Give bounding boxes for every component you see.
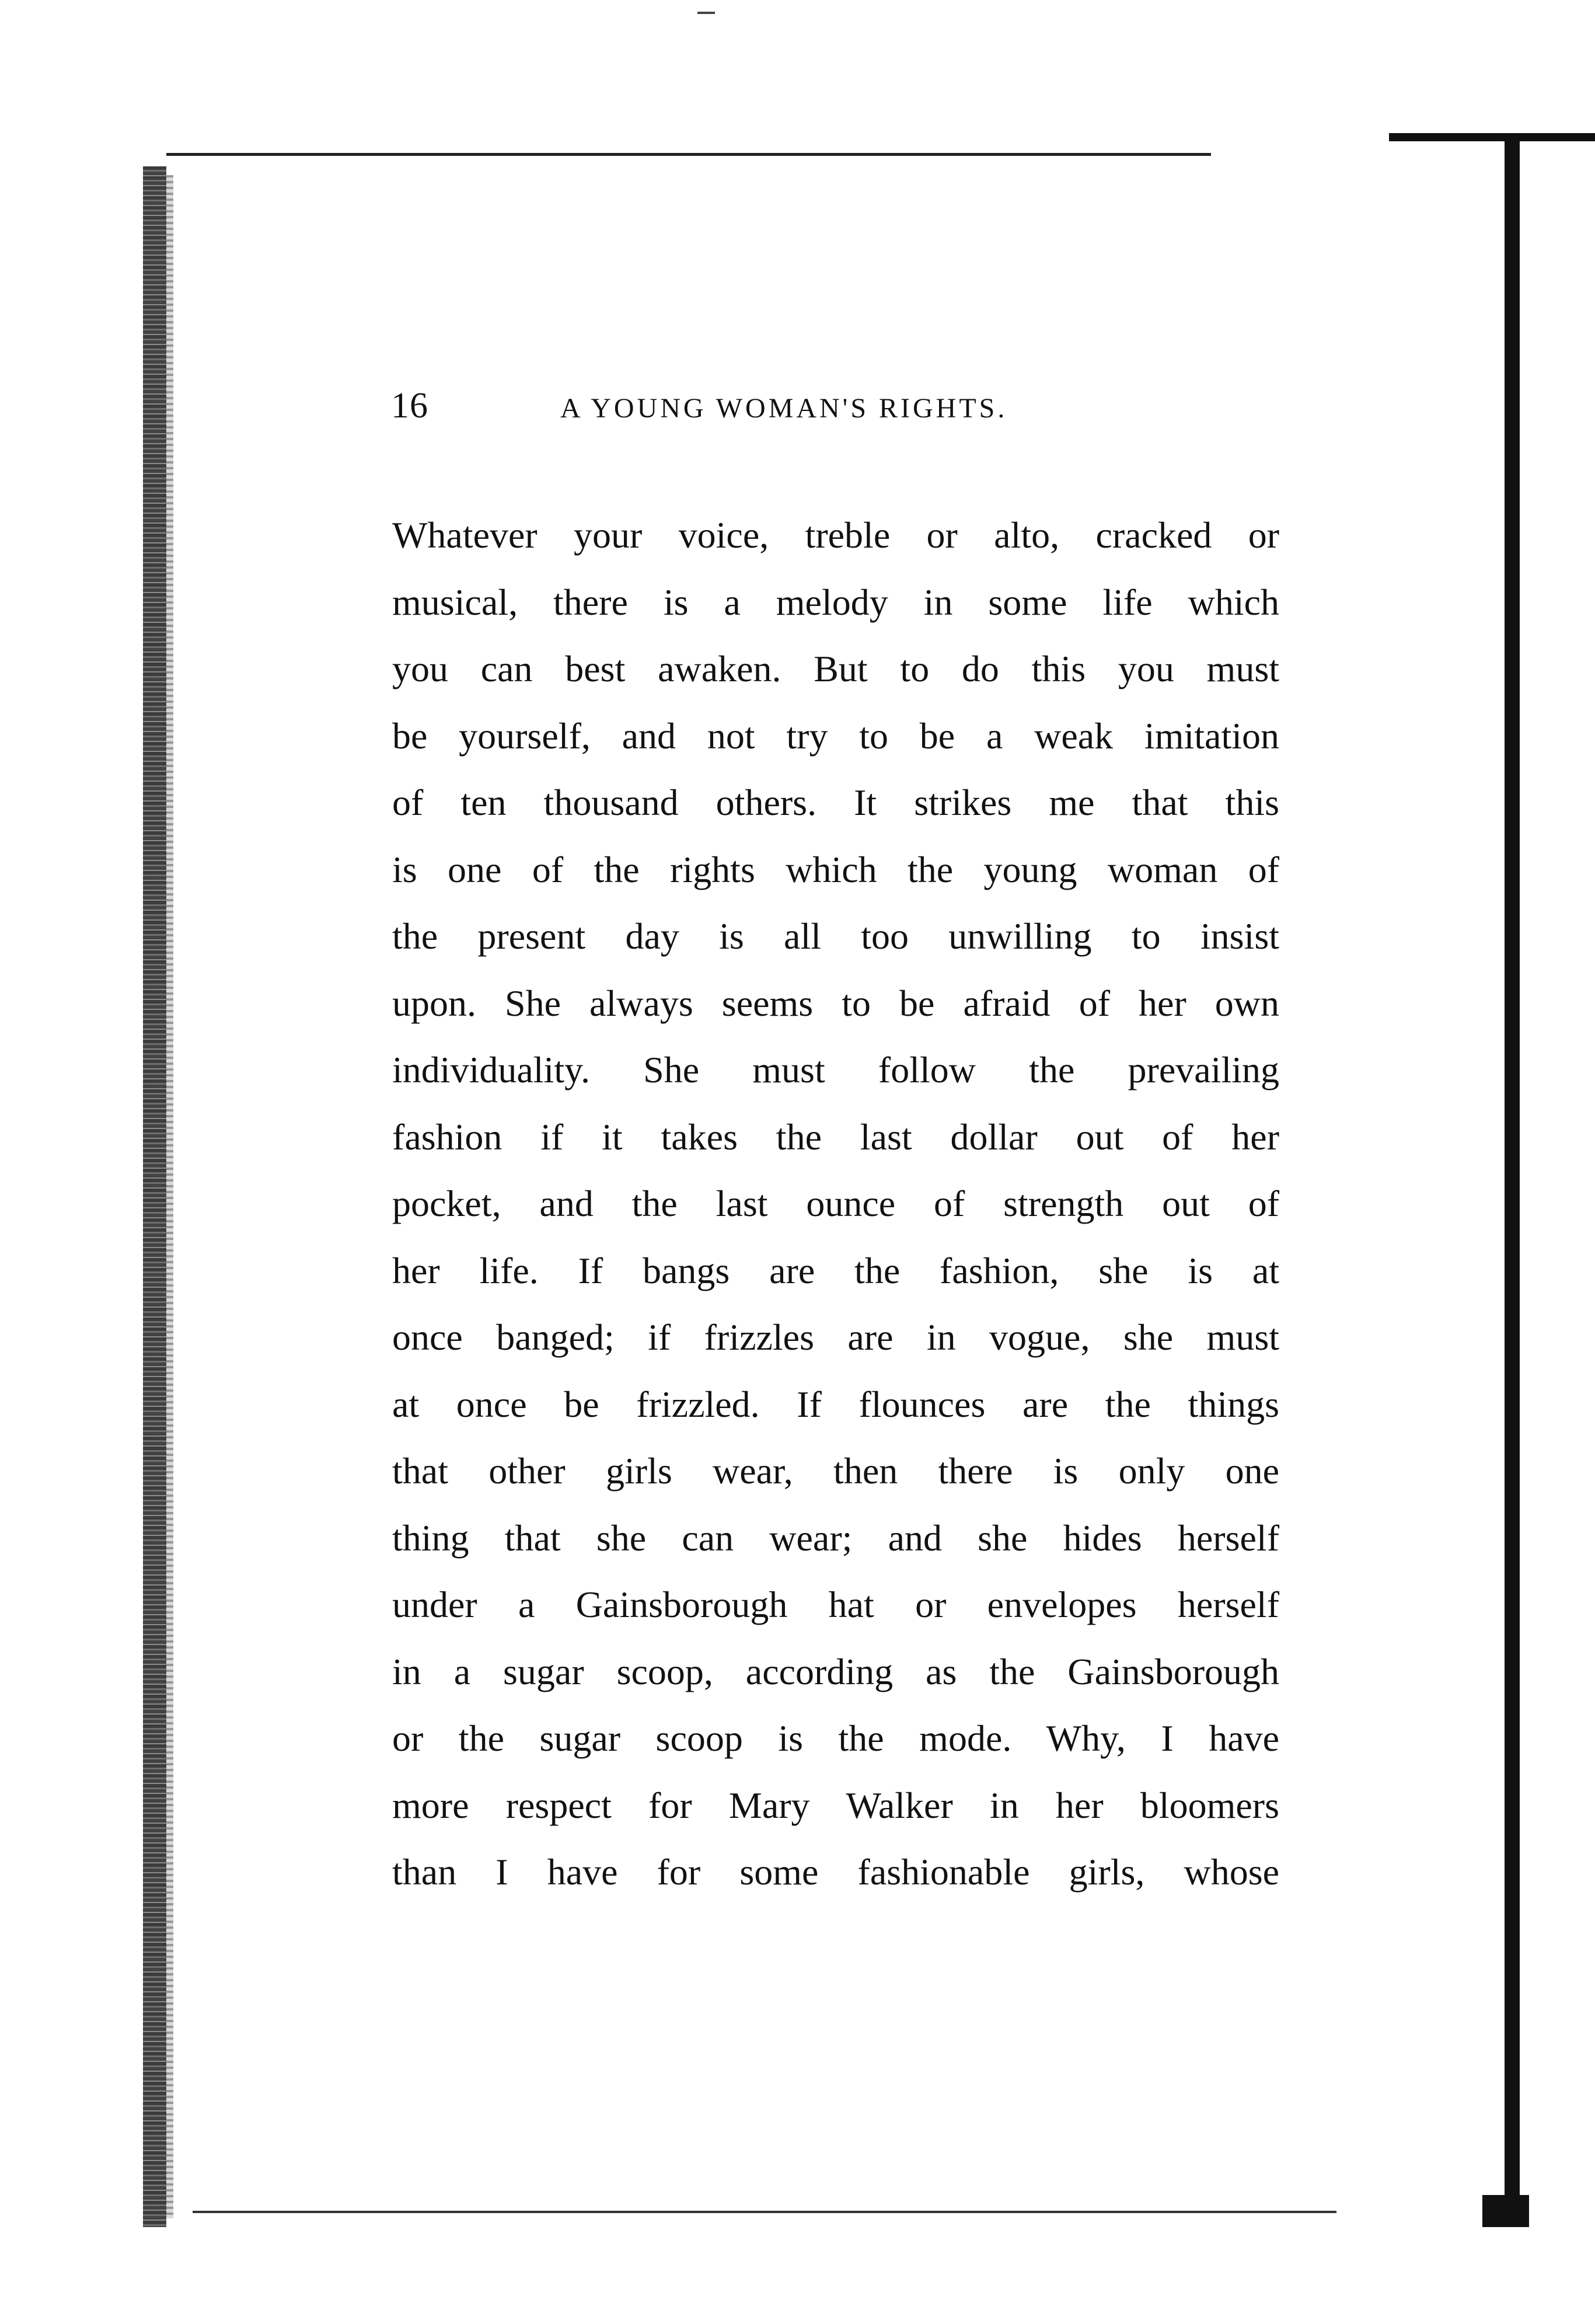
page-border-top [166, 153, 1211, 156]
text-line: in a sugar scoop, according as the Gainsborough [392, 1650, 1279, 1692]
adjacent-page-edge-foot [1482, 2195, 1529, 2227]
text-line: fashion if it takes the last dollar out of her [392, 1116, 1279, 1158]
text-line: more respect for Mary Walker in her bloomers [392, 1784, 1279, 1826]
text-line: thing that she can wear; and she hides herself [392, 1517, 1279, 1559]
text-line: under a Gainsborough hat or envelopes herself [392, 1584, 1279, 1625]
text-line: her life. If bangs are the fashion, she is at [392, 1249, 1279, 1291]
text-line: is one of the rights which the young woman of [392, 848, 1279, 890]
page-number: 16 [391, 386, 428, 426]
binding-edge [143, 166, 166, 2227]
text-line: Whatever your voice, treble or alto, cracked or [392, 514, 1279, 556]
binding-shadow [166, 175, 173, 2218]
text-line: than I have for some fashionable girls, whose [392, 1851, 1279, 1893]
text-line: of ten thousand others. It strikes me that this [392, 782, 1279, 823]
text-line: or the sugar scoop is the mode. Why, I have [392, 1717, 1279, 1759]
text-line: the present day is all too unwilling to insist [392, 915, 1279, 957]
adjacent-page-edge [1505, 135, 1520, 2205]
text-line: once banged; if frizzles are in vogue, she must [392, 1316, 1279, 1358]
adjacent-page-edge-top [1389, 133, 1595, 141]
text-line: musical, there is a melody in some life which [392, 581, 1279, 623]
text-line: at once be frizzled. If flounces are the things [392, 1383, 1279, 1425]
running-title: A YOUNG WOMAN'S RIGHTS. [560, 393, 1008, 424]
text-line: you can best awaken. But to do this you must [392, 648, 1279, 689]
text-line: upon. She always seems to be afraid of her own [392, 982, 1279, 1024]
text-line: individuality. She must follow the prevailing [392, 1049, 1279, 1090]
text-line: pocket, and the last ounce of strength out of [392, 1183, 1279, 1224]
body-text [392, 502, 1279, 1906]
running-head [391, 385, 1126, 432]
text-line: be yourself, and not try to be a weak imitation [392, 715, 1279, 757]
page-border-bottom [193, 2211, 1336, 2213]
text-line: that other girls wear, then there is only one [392, 1450, 1279, 1492]
scan-mark [697, 12, 715, 14]
